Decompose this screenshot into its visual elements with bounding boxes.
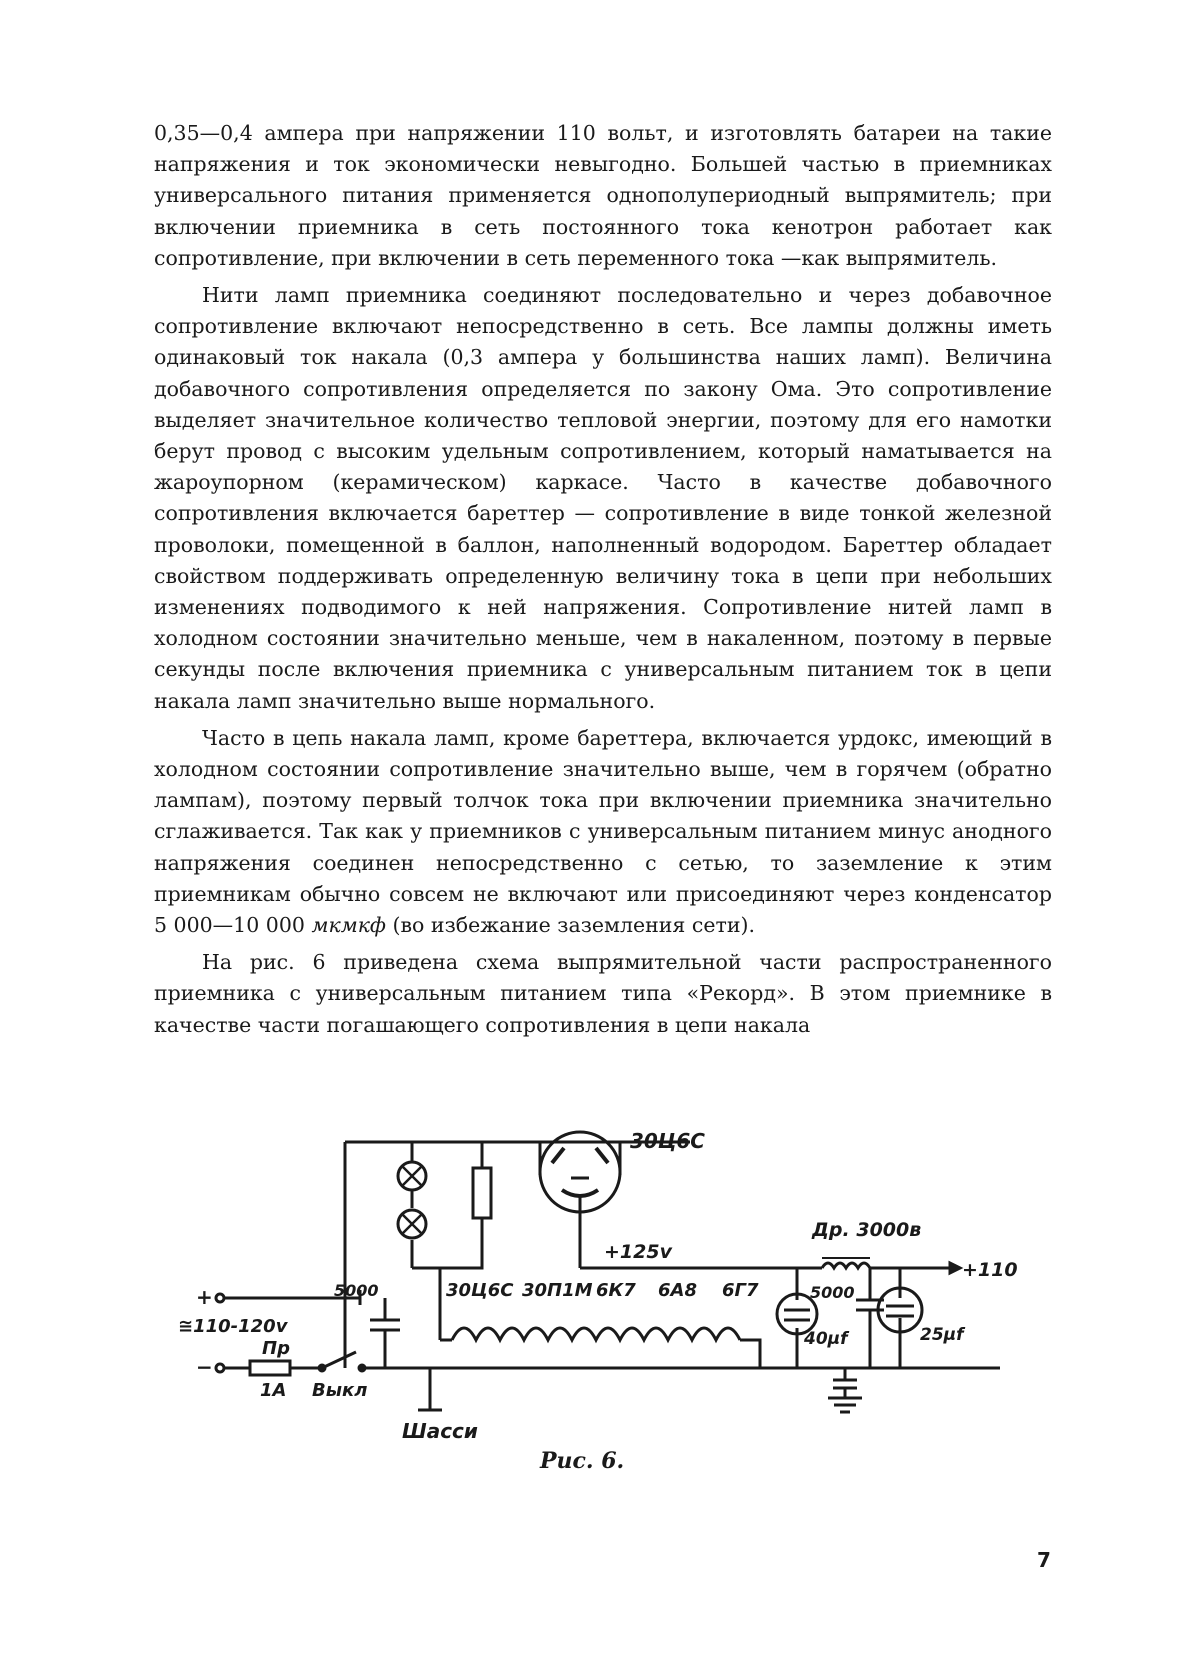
wire-lamps	[345, 1142, 412, 1268]
filament-label-4: 6А8	[658, 1280, 697, 1301]
resistor-icon	[473, 1168, 491, 1218]
earth-ground-icon	[828, 1368, 862, 1412]
chassis-ground-icon	[418, 1368, 442, 1410]
capacitor-5000-left-icon	[370, 1298, 400, 1368]
filament-label-3: 6К7	[596, 1280, 636, 1301]
paragraph-3-main: Часто в цепь накала ламп, кроме бареттера, включается урдокс, имеющий в холодном состоянии сопротивление значительно выше, чем в горячем (обратно лампам), поэтому первый толчок тока при включении приемника значительно сглаживается. Так как у приемников с универсальным питанием минус анодного напряжения соединен непосредственно с сетью, то заземление к этим приемникам обычно совсем не включают или присоединяют через конденсатор 5 000—10 000	[154, 726, 1052, 937]
figure-caption: Рис. 6.	[540, 1448, 624, 1474]
arrow-out-icon	[950, 1263, 960, 1273]
cap-25uf-label: 25μf	[920, 1325, 966, 1345]
filament-label-2: 30П1М	[522, 1280, 593, 1301]
label-minus-terminal: −	[196, 1355, 213, 1379]
choke-icon	[822, 1258, 870, 1268]
switch-label: Выкл	[312, 1380, 367, 1401]
fuse-label: Пр	[262, 1338, 290, 1359]
paragraph-3-tail: (во избежание заземления сети).	[393, 913, 756, 937]
label-plus125: +125v	[604, 1241, 673, 1263]
book-page	[0, 0, 1200, 1660]
filament-label-5: 6Г7	[722, 1280, 759, 1301]
tube-label: 30Ц6С	[630, 1129, 705, 1153]
pilot-lamp-1-icon	[398, 1162, 426, 1190]
choke-label: Др. 3000в	[811, 1219, 921, 1241]
paragraph-4: На рис. 6 приведена схема выпрямительной части распространенного приемника с универсальным питанием типа «Рекорд». В этом приемнике в качестве части погашающего сопротивления в цепи накала	[154, 947, 1052, 1041]
fuse-icon	[250, 1361, 290, 1375]
filament-label-1: 30Ц6С	[446, 1280, 514, 1301]
rectifier-schematic	[0, 0, 1200, 1660]
fuse-rating: 1А	[260, 1380, 286, 1401]
label-minus-out: −	[976, 1355, 993, 1379]
cap-5000-right-label: 5000	[810, 1283, 855, 1302]
minus-terminal-icon	[216, 1364, 224, 1372]
label-plus110: +110	[962, 1259, 1018, 1281]
input-voltage-label: ≅110-120v	[178, 1316, 289, 1337]
pilot-lamp-2-icon	[398, 1210, 426, 1238]
chassis-label: Шасси	[402, 1419, 478, 1443]
cap-5000-left-label: 5000	[334, 1281, 379, 1300]
plus-terminal-icon	[216, 1294, 224, 1302]
cap-40uf-label: 40μf	[803, 1329, 850, 1349]
label-plus-terminal: +	[196, 1285, 213, 1309]
page-number: 7	[1037, 1548, 1051, 1572]
paragraph-2: Нити ламп приемника соединяют последовательно и через добавочное сопротивление включают непосредственно в сеть. Все лампы должны иметь одинаковый ток накала (0,3 ампера у большинства наших ламп). Величина добавочного сопротивления определяется по закону Ома. Это сопротивление выделяет значительное количество тепловой энергии, поэтому для его намотки берут провод с высоким удельным сопротивлением, который наматывается на жароупорном (керамическом) каркасе. Часто в качестве добавочного сопротивления включается бареттер — сопротивление в виде тонкой железной проволоки, помещенной в баллон, наполненный водородом. Бареттер обладает свойством поддерживать определенную величину тока в цепи при небольших изменениях подводимого к ней напряжения. Сопротивление нитей ламп в холодном состоянии значительно меньше, чем в накаленном, поэтому в первые секунды после включения приемника с универсальным питанием ток в цепи накала ламп значительно выше нормального.	[154, 280, 1052, 717]
switch-icon	[319, 1352, 365, 1371]
filament-chain-icon	[452, 1328, 740, 1340]
paragraph-1: 0,35—0,4 ампера при напряжении 110 вольт, и изготовлять батареи на такие напряжения и ток экономически невыгодно. Большей частью в приемниках универсального питания применяется однополупериодный выпрямитель; при включении приемника в сеть постоянного тока кенотрон работает как сопротивление, при включении в сеть переменного тока —как выпрямитель.	[154, 118, 1052, 274]
unit-mkmkf: мкмкф	[311, 913, 386, 937]
wire-filament-end	[740, 1340, 760, 1368]
